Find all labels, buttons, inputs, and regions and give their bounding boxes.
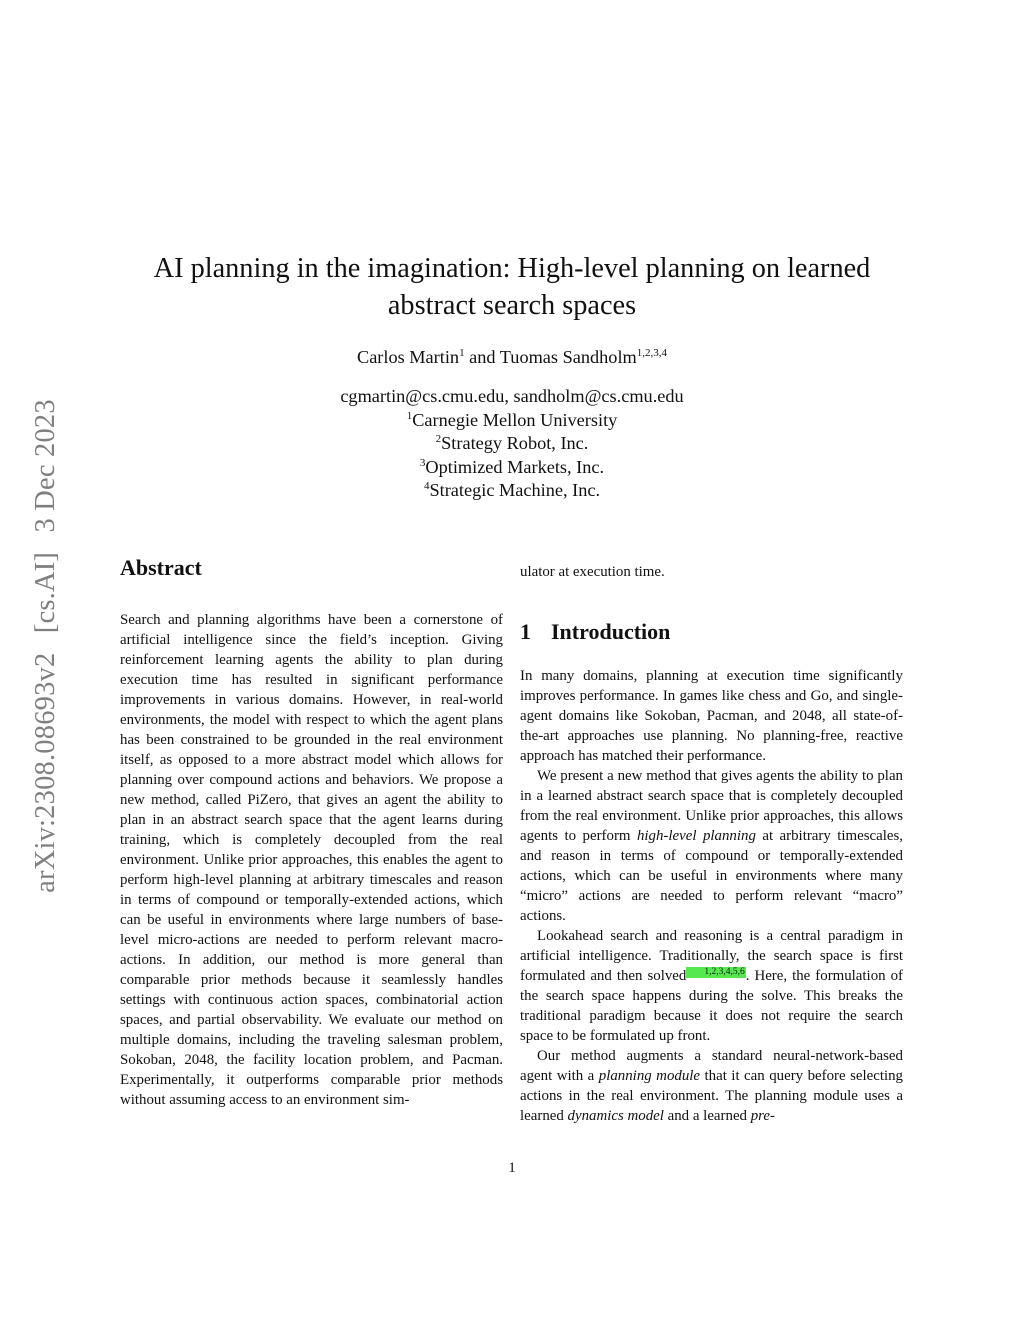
abstract-text: Search and planning algorithms have been a cornerstone of artificial intelligence since the field’s inception. Giving reinforcement learning agents the ability to plan during execution time has resulted in significant performance improvements in various domains. However, in real-world environments, the model with respect to which the agent plans has been constrained to be grounded in the real environment itself, as opposed to a more abstract model which allows for planning over compound actions and behaviors. We propose a new method, called PiZero, that gives an agent the ability to plan in an abstract search space that the agent learns during training, which is completely decoupled from the real environment. Unlike prior approaches, this enables the agent to perform high-level planning at arbitrary timescales and reason in terms of compound or temporally-extended actions, which can be useful in environments where large numbers of base-level micro-actions are needed to perform relevant macro-actions. In addition, our method is more general than comparable prior methods because it seamlessly handles settings with continuous action spaces, combinatorial action spaces, and partial observability. We evaluate our method on multiple domains, including the traveling salesman problem, Sokoban, 2048, the facility location problem, and Pacman. Experimentally, it outperforms comparable prior methods without assuming access to an environment sim- [120, 612, 503, 1108]
affiliation-marker: 1 [406, 409, 413, 422]
introduction-heading [520, 618, 670, 646]
text-run: that it can query before selecting actions in the real environment. The planning module uses a learned [520, 1068, 903, 1124]
author-affiliation-marker: 1,2,3,4 [636, 347, 667, 359]
text-run: Our method augments a standard neural-network-based agent with a [520, 1048, 903, 1084]
abstract-continuation: ulator at execution time. [520, 564, 665, 580]
text-run: We present a new method that gives agents the ability to plan in a learned abstract search space that is completely decoupled from the real environment. Unlike prior approaches, this allows agents to perform [520, 768, 903, 844]
affiliation-marker: 4 [423, 480, 430, 493]
citation-link[interactable]: 1,2,3,4,5,6 [686, 967, 745, 978]
page-number: 1 [508, 1160, 516, 1176]
affiliation-item [100, 479, 924, 503]
author-name: Carlos Martin [357, 347, 460, 367]
text-run: at arbitrary timescales, and reason in terms of compound or temporally-extended actions, which can be useful in environments where many “micro” actions are needed to perform relevant “macro” actions. [520, 828, 904, 924]
text-run: . Here, the formulation of the search space happens during the solve. This breaks the traditional paradigm because it does not require the search space to be formulated up front. [520, 968, 903, 1044]
text-run: Lookahead search and reasoning is a central paradigm in artificial intelligence. Traditionally, the search space is first formulated and then solved [520, 928, 903, 984]
emphasis-text: dynamics model [567, 1108, 664, 1124]
affiliation-item [100, 456, 924, 480]
arxiv-date-text: 3 Dec 2023 [30, 399, 61, 533]
author-name: Tuomas Sandholm [499, 347, 637, 367]
affiliation-marker: 3 [419, 456, 426, 469]
introduction-body [520, 666, 903, 1126]
emphasis-text: pre- [750, 1108, 775, 1124]
intro-paragraph-1: In many domains, planning at execution time significantly improves performance. In games like chess and Go, and single-agent domains like Sokoban, Pacman, and 2048, all state-of-the-art approaches use planning. No planning-free, reactive approach has matched their performance. [520, 668, 903, 764]
emphasis-text: planning module [598, 1068, 701, 1084]
author-emails: cgmartin@cs.cmu.edu, sandholm@cs.cmu.edu [340, 386, 684, 406]
section-number: 1 [520, 619, 531, 644]
intro-paragraph-2 [520, 766, 903, 926]
affiliation-name: Strategy Robot, Inc. [441, 433, 589, 454]
emphasis-text: high-level planning [636, 828, 756, 844]
section-title: Introduction [551, 619, 671, 644]
affiliation-block [100, 385, 924, 503]
title-line-2: abstract search spaces [387, 290, 637, 321]
author-conjunction: and [464, 347, 500, 367]
paper-title [100, 250, 924, 324]
affiliation-item [100, 409, 924, 433]
affiliation-name: Carnegie Mellon University [412, 409, 618, 430]
intro-paragraph-4 [520, 1046, 903, 1126]
title-line-1: AI planning in the imagination: High-level planning on learned [153, 253, 871, 284]
abstract-heading: Abstract [120, 555, 202, 580]
abstract-body [120, 610, 503, 1110]
arxiv-id-text: arXiv:2308.08693v2 [30, 652, 61, 893]
affiliation-item [100, 432, 924, 456]
arxiv-category-text: [cs.AI] [30, 551, 61, 634]
affiliation-marker: 2 [435, 433, 442, 446]
author-line [100, 345, 924, 369]
author-affiliation-marker: 1 [459, 347, 465, 359]
affiliation-name: Strategic Machine, Inc. [429, 480, 601, 501]
arxiv-identifier [30, 393, 62, 899]
affiliation-name: Optimized Markets, Inc. [425, 456, 605, 477]
text-run: and a learned [663, 1108, 751, 1124]
intro-paragraph-3 [520, 926, 903, 1046]
